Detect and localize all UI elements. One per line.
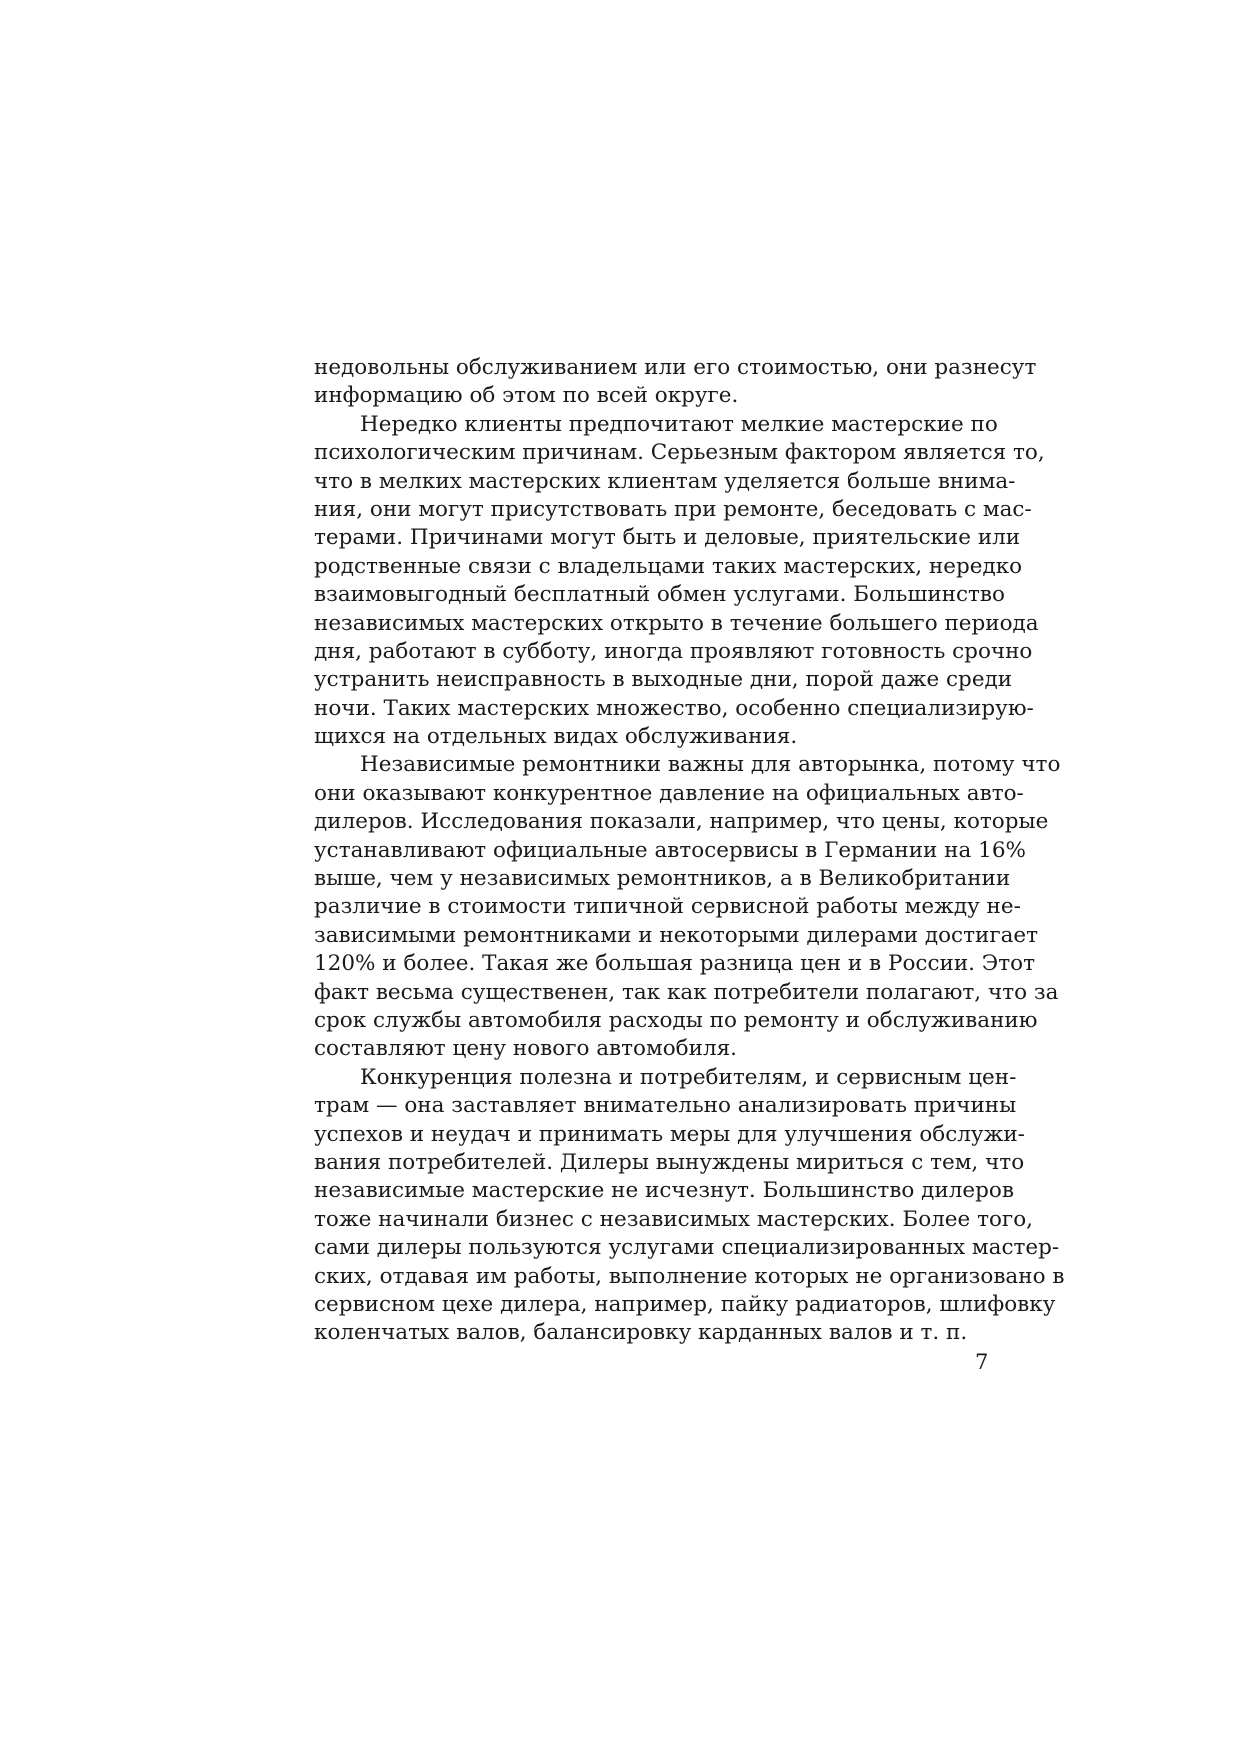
text-line: информацию об этом по всей округе. bbox=[314, 383, 739, 409]
text-line: факт весьма существенен, так как потребители полагают, что за bbox=[314, 979, 1059, 1005]
text-line: взаимовыгодный бесплатный обмен услугами. Большинство bbox=[314, 582, 1005, 608]
text-line: срок службы автомобиля расходы по ремонту и обслуживанию bbox=[314, 1007, 1038, 1033]
text-line: зависимыми ремонтниками и некоторыми дилерами достигает bbox=[314, 922, 1039, 948]
body-text bbox=[314, 354, 1065, 1348]
text-line: что в мелких мастерских клиентам уделяется больше внима- bbox=[314, 468, 1016, 494]
text-line: независимых мастерских открыто в течение большего периода bbox=[314, 610, 1039, 636]
text-line: вания потребителей. Дилеры вынуждены мириться с тем, что bbox=[314, 1149, 1025, 1175]
paragraph bbox=[314, 354, 1037, 411]
text-line: 120% и более. Такая же большая разница цен и в России. Этот bbox=[314, 951, 1035, 977]
text-line: устанавливают официальные автосервисы в Германии на 16% bbox=[314, 837, 1026, 863]
text-line: психологическим причинам. Серьезным фактором является то, bbox=[314, 440, 1045, 466]
paragraph bbox=[314, 1064, 1065, 1348]
text-line: Конкуренция полезна и потребителям, и сервисным цен- bbox=[360, 1064, 1017, 1090]
text-line: различие в стоимости типичной сервисной работы между не- bbox=[314, 894, 1021, 920]
text-line: Нередко клиенты предпочитают мелкие мастерские по bbox=[360, 411, 998, 437]
text-line: успехов и неудач и принимать меры для улучшения обслужи- bbox=[314, 1121, 1025, 1147]
text-line: сами дилеры пользуются услугами специализированных мастер- bbox=[314, 1235, 1060, 1261]
paragraph bbox=[314, 411, 1045, 752]
page-number: 7 bbox=[975, 1350, 989, 1374]
text-line: ских, отдавая им работы, выполнение которых не организовано в bbox=[314, 1263, 1065, 1289]
text-line: щихся на отдельных видах обслуживания. bbox=[314, 724, 798, 750]
text-line: сервисном цехе дилера, например, пайку радиаторов, шлифовку bbox=[314, 1291, 1056, 1317]
text-line: устранить неисправность в выходные дни, порой даже среди bbox=[314, 667, 1013, 693]
text-line: недовольны обслуживанием или его стоимостью, они разнесут bbox=[314, 355, 1037, 380]
text-line: дня, работают в субботу, иногда проявляют готовность срочно bbox=[314, 638, 1033, 664]
paragraph bbox=[314, 751, 1061, 1063]
text-line: ния, они могут присутствовать при ремонте, беседовать с мас- bbox=[314, 496, 1032, 522]
text-line: родственные связи с владельцами таких мастерских, нередко bbox=[314, 553, 1023, 579]
text-line: тоже начинали бизнес с независимых мастерских. Более того, bbox=[314, 1206, 1033, 1232]
text-line: составляют цену нового автомобиля. bbox=[314, 1036, 737, 1062]
text-line: трам — она заставляет внимательно анализировать причины bbox=[314, 1093, 1017, 1119]
text-line: терами. Причинами могут быть и деловые, приятельские или bbox=[314, 525, 1021, 551]
text-line: Независимые ремонтники важны для авторынка, потому что bbox=[360, 752, 1061, 778]
text-line: независимые мастерские не исчезнут. Большинство дилеров bbox=[314, 1178, 1014, 1204]
text-line: ночи. Таких мастерских множество, особенно специализирую- bbox=[314, 695, 1034, 721]
text-line: дилеров. Исследования показали, например, что цены, которые bbox=[314, 809, 1049, 835]
text-line: они оказывают конкурентное давление на официальных авто- bbox=[314, 780, 1024, 806]
text-line: выше, чем у независимых ремонтников, а в Великобритании bbox=[314, 866, 1011, 892]
text-line: коленчатых валов, балансировку карданных валов и т. п. bbox=[314, 1320, 968, 1346]
